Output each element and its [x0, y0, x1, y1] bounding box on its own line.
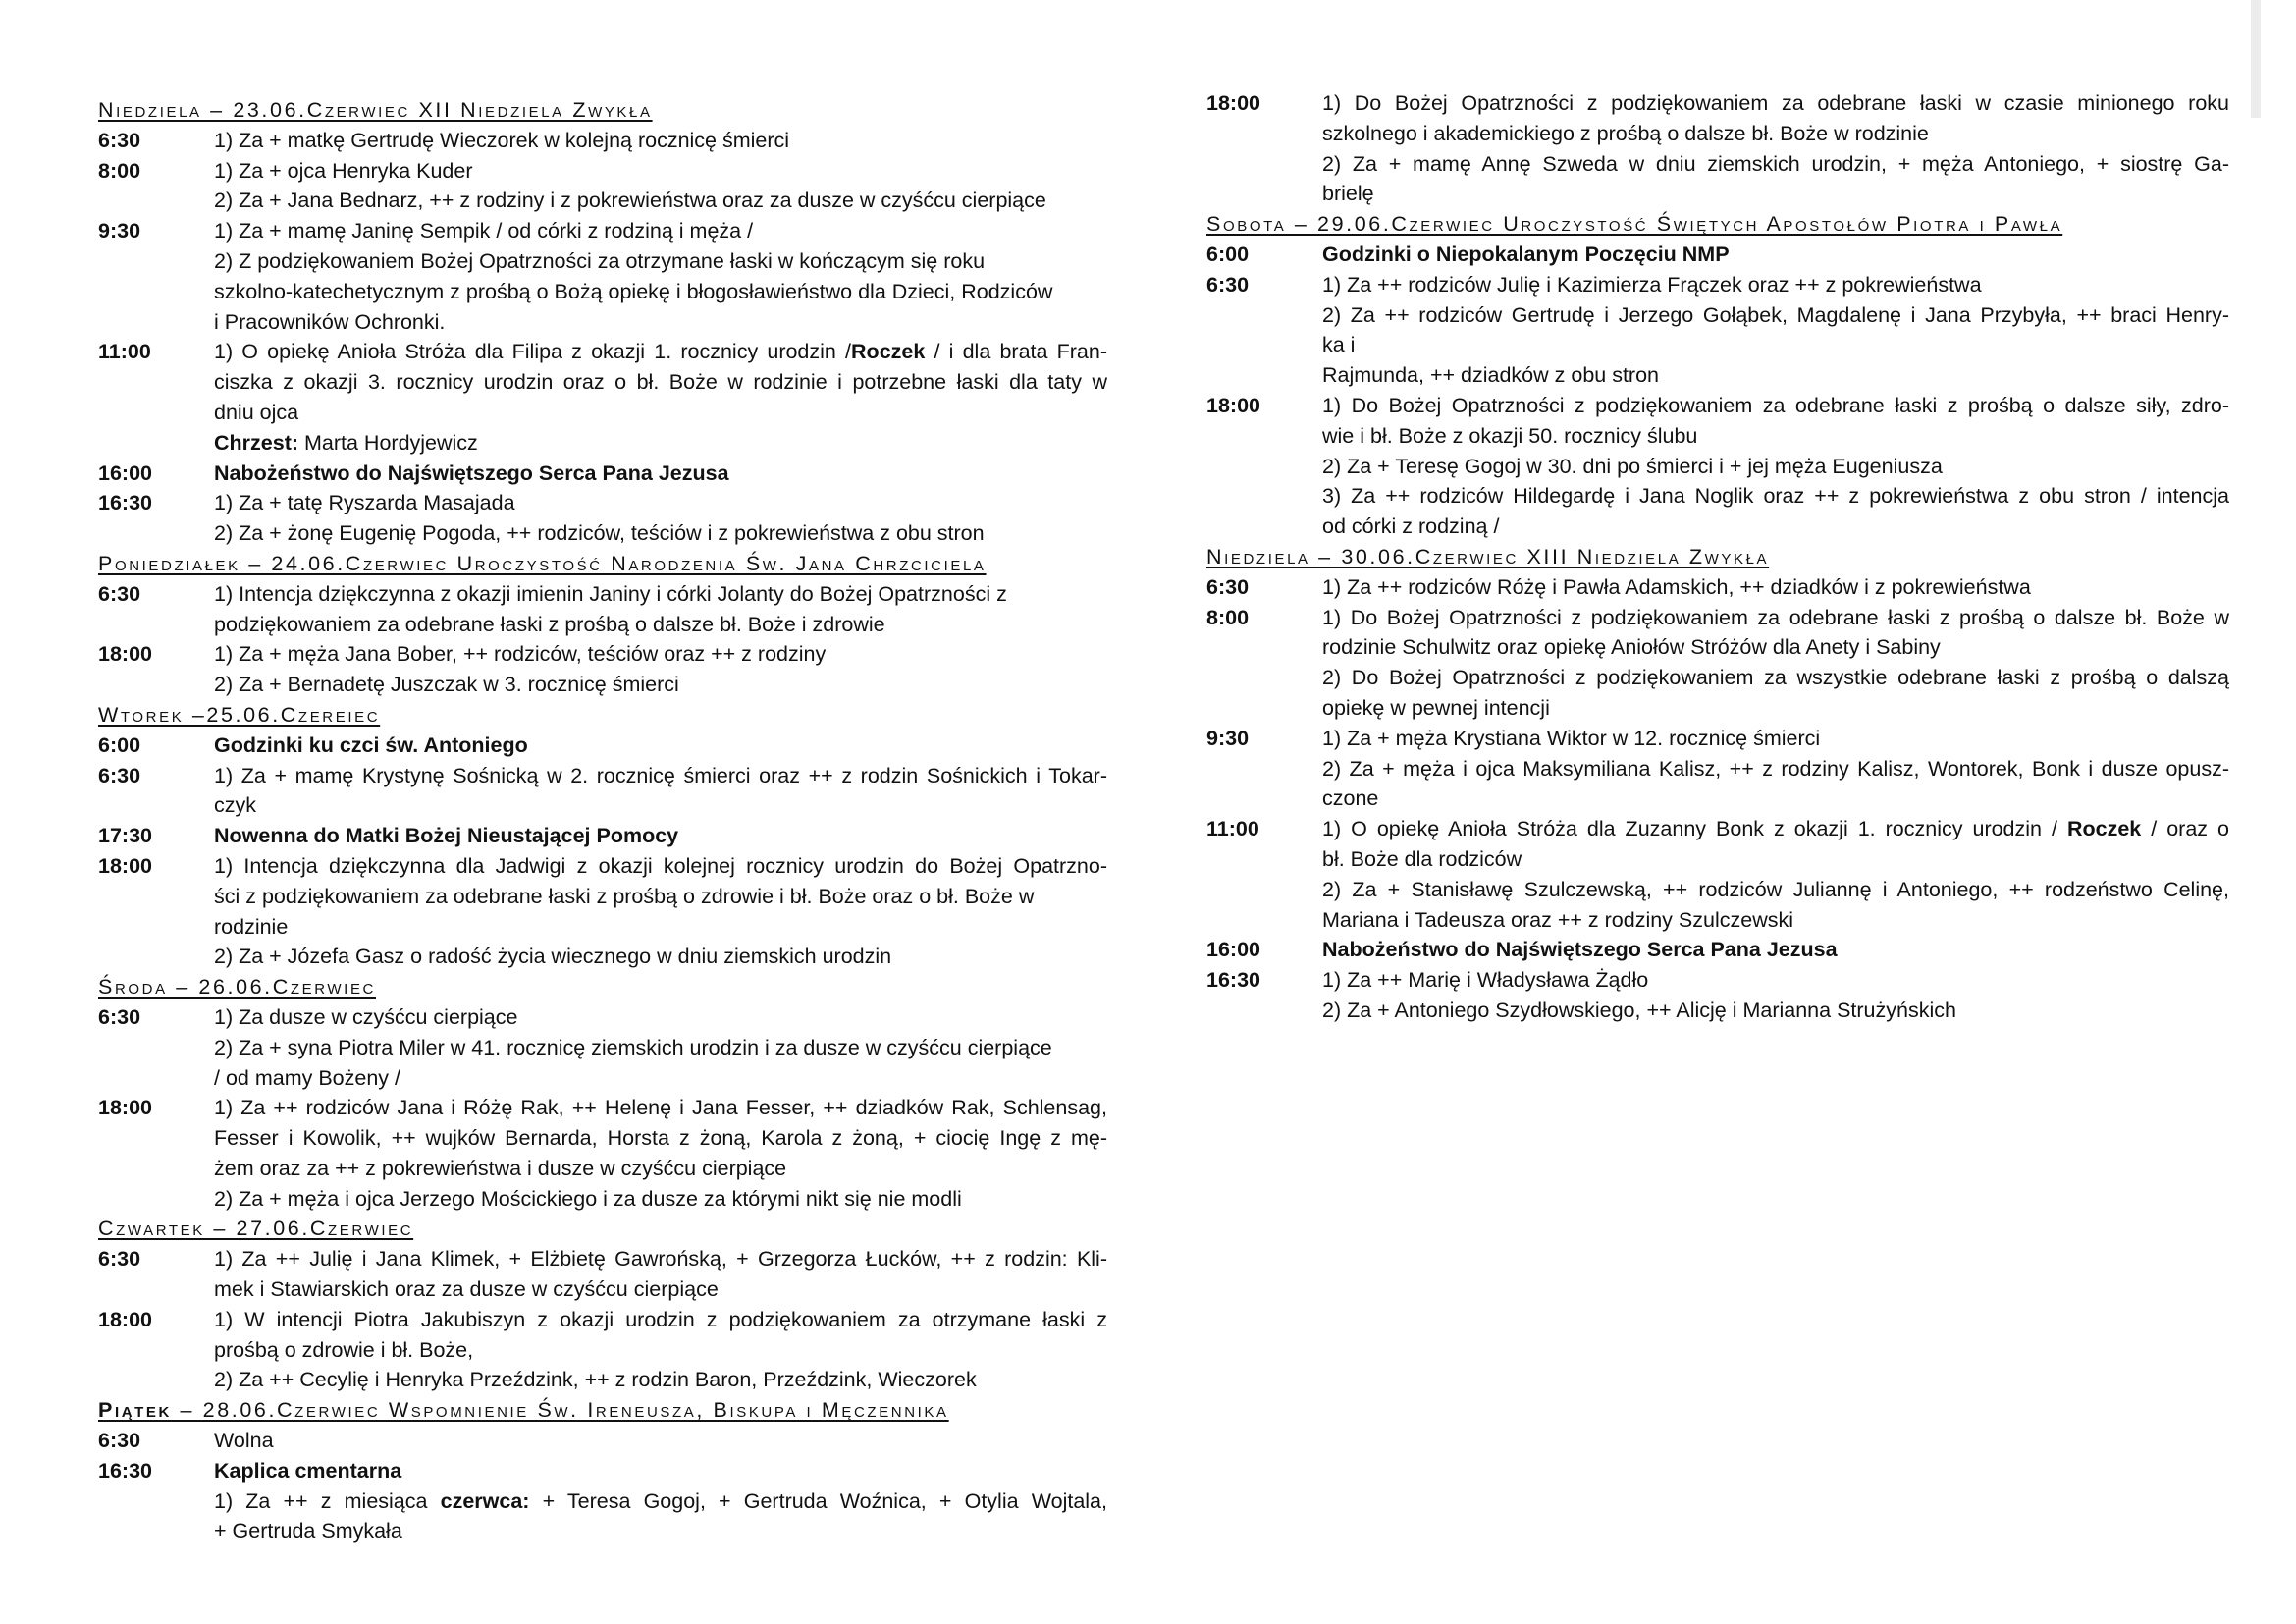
- intention-line: [214, 307, 1107, 338]
- intention-lines: [1322, 391, 2229, 542]
- mass-time: 17:30: [98, 824, 152, 848]
- intention-line: [214, 156, 1107, 187]
- mass-entry: [98, 488, 1107, 549]
- intention-lines: [1322, 724, 2229, 814]
- intention-line: [1322, 603, 2229, 633]
- mass-time: 9:30: [98, 219, 141, 244]
- intention-lines: [1322, 88, 2229, 209]
- intention-line: [1322, 724, 2229, 754]
- mass-entry: [1206, 88, 2229, 209]
- intention-text: 2) Z podziękowaniem Bożej Opatrzności za otrzymane łaski w kończącym się roku: [214, 248, 986, 273]
- intention-text: + Gertruda Smykała: [214, 1519, 402, 1543]
- intention-text: 1) Za dusze w czyśćcu cierpiące: [214, 1004, 518, 1029]
- intention-text: 2) Za ++ Cecylię i Henryka Przeździnk, ++ z rodzin Baron, Przeździnk, Wieczorek: [214, 1368, 977, 1392]
- intention-text: żem oraz za ++ z pokrewieństwa i dusze w czyśćcu cierpiące: [214, 1156, 787, 1180]
- intention-line: [214, 942, 1107, 972]
- intention-line: [214, 1244, 1107, 1274]
- intention-lines: [214, 579, 1107, 640]
- mass-entry: [98, 731, 1107, 761]
- mass-time: 18:00: [1206, 91, 1260, 115]
- mass-entry: [98, 1426, 1107, 1456]
- intention-line: [214, 1184, 1107, 1215]
- intention-text: wie i bł. Boże z okazji 50. rocznicy ślubu: [1322, 423, 1698, 448]
- intention-text: 1) W intencji Piotra Jakubiszyn z okazji urodzin z podziękowaniem za otrzymane łaski z: [214, 1307, 1107, 1331]
- intention-bold-text: Roczek: [851, 340, 926, 364]
- mass-time: 18:00: [98, 853, 152, 878]
- mass-entry: [98, 821, 1107, 851]
- intention-text: 1) Za + tatę Ryszarda Masajada: [214, 491, 515, 515]
- intention-line: [214, 1063, 1107, 1094]
- intention-text: 2) Za + męża i ojca Maksymiliana Kalisz, ++ z rodziny Kalisz, Wontorek, Bonk i dusze opusz-: [1322, 756, 2229, 781]
- mass-time: 6:30: [98, 763, 141, 787]
- intention-line: [214, 1365, 1107, 1395]
- intention-line: [1322, 875, 2229, 905]
- mass-time: 11:00: [1206, 817, 1259, 841]
- mass-time: 16:30: [98, 1458, 152, 1483]
- intention-line: [214, 731, 1107, 761]
- intention-line: [214, 1516, 1107, 1546]
- intention-lines: [1322, 240, 2229, 270]
- intention-line: [1322, 330, 2229, 360]
- mass-entry: [1206, 814, 2229, 935]
- mass-entry: [98, 761, 1107, 822]
- mass-entry: [98, 1093, 1107, 1214]
- intention-line: [1322, 88, 2229, 119]
- intention-line: [214, 912, 1107, 943]
- mass-time: 6:30: [98, 128, 141, 152]
- intention-text: rodzinie: [214, 914, 289, 939]
- mass-entry: [98, 216, 1107, 337]
- intention-line: [214, 1305, 1107, 1335]
- intention-text: Wolna: [214, 1429, 274, 1453]
- intention-lines: [1322, 572, 2229, 603]
- day-header-text: Niedziela – 30.06.Czerwiec XIII Niedziela Zwykła: [1206, 544, 1770, 568]
- intention-line: [1322, 905, 2229, 936]
- intention-text: 2) Do Bożej Opatrzności z podziękowaniem za wszystkie odebrane łaski z prośbą o dalszą: [1322, 666, 2229, 690]
- intention-lines: [214, 156, 1107, 217]
- day-header: [98, 95, 1107, 126]
- mass-entry: [1206, 572, 2229, 603]
- intention-lines: [214, 1426, 1107, 1456]
- intention-text: 1) Intencja dziękczynna dla Jadwigi z okazji kolejnej rocznicy urodzin do Bożej Opatrzno-: [214, 853, 1107, 878]
- intention-text: 1) Za + ojca Henryka Kuder: [214, 158, 473, 183]
- intention-text: czone: [1322, 786, 1379, 811]
- mass-time: 6:00: [1206, 242, 1250, 266]
- mass-time: 6:30: [98, 1247, 141, 1272]
- intention-text: brielę: [1322, 182, 1374, 206]
- intention-text: podziękowaniem za odebrane łaski z prośbą o dalsze bł. Boże i zdrowie: [214, 612, 885, 636]
- intention-line: [1322, 512, 2229, 542]
- intention-text: 1) O opiekę Anioła Stróża dla Filipa z okazji 1. rocznicy urodzin /: [214, 340, 852, 364]
- mass-time: 9:30: [1206, 726, 1250, 750]
- intention-text: 1) Do Bożej Opatrzności z podziękowaniem za odebrane łaski z prośbą o dalsze bł. Boże w: [1322, 605, 2229, 629]
- intention-line: [1322, 421, 2229, 452]
- mass-time: 6:30: [98, 581, 141, 606]
- intention-line: [1322, 481, 2229, 512]
- mass-time: 18:00: [1206, 393, 1260, 417]
- intention-line: [214, 1002, 1107, 1033]
- intention-line: [214, 186, 1107, 216]
- intention-text: 1) Za ++ rodziców Julię i Kazimierza Frączek oraz ++ z pokrewieństwa: [1322, 272, 1982, 297]
- intention-line: [1322, 965, 2229, 996]
- intention-line: [214, 670, 1107, 700]
- intention-bold-text: czerwca:: [440, 1489, 530, 1513]
- intention-bold-text: Nowenna do Matki Bożej Nieustającej Pomocy: [214, 824, 679, 848]
- day-header: [98, 972, 1107, 1002]
- intention-lines: [214, 1456, 1107, 1546]
- intention-text: mek i Stawiarskich oraz za dusze w czyśćcu cierpiące: [214, 1277, 719, 1302]
- intention-line: [214, 790, 1107, 821]
- intention-text: 2) Za + żonę Eugenię Pogoda, ++ rodziców, teściów i z pokrewieństwa z obu stron: [214, 521, 985, 546]
- intention-lines: [1322, 935, 2229, 965]
- intention-line: [214, 1154, 1107, 1184]
- mass-entry: [98, 1244, 1107, 1305]
- intention-text: / od mamy Bożeny /: [214, 1065, 400, 1090]
- intention-line: [214, 398, 1107, 428]
- day-header-rest: – 28.06.Czerwiec Wspomnienie Św. Ireneusza, Biskupa i Męczennika: [171, 1398, 949, 1423]
- intention-line: [214, 851, 1107, 882]
- intention-lines: [1322, 270, 2229, 391]
- intention-text: 2) Za + Bernadetę Juszczak w 3. rocznicę śmierci: [214, 673, 679, 697]
- intention-lines: [214, 639, 1107, 700]
- intention-text: 1) Intencja dziękczynna z okazji imienin Janiny i córki Jolanty do Bożej Opatrzności z: [214, 581, 1007, 606]
- mass-time: 16:00: [1206, 938, 1260, 962]
- intention-line: [1322, 119, 2229, 149]
- intention-text: 1) O opiekę Anioła Stróża dla Zuzanny Bonk z okazji 1. rocznicy urodzin /: [1322, 817, 2067, 841]
- intention-text: 2) Za + Teresę Gogoj w 30. dni po śmierci i + jej męża Eugeniusza: [1322, 454, 1943, 478]
- mass-time: 6:30: [98, 1004, 141, 1029]
- mass-entry: [98, 1002, 1107, 1093]
- intention-line: [214, 459, 1107, 489]
- intention-text-after: + Teresa Gogoj, + Gertruda Woźnica, + Otylia Wojtala,: [529, 1489, 1107, 1513]
- mass-time: 18:00: [98, 642, 152, 667]
- intention-line: [214, 1123, 1107, 1154]
- mass-time: 16:00: [98, 460, 152, 485]
- mass-entry: [98, 459, 1107, 489]
- intention-lines: [214, 488, 1107, 549]
- intention-line: [214, 579, 1107, 610]
- intention-text: ści z podziękowaniem za odebrane łaski z prośbą o zdrowie i bł. Boże oraz o bł. Boże w: [214, 884, 1035, 908]
- intention-line: [1322, 693, 2229, 724]
- day-header-text: Poniedziałek – 24.06.Czerwiec Uroczystość Narodzenia Św. Jana Chrzciciela: [98, 551, 987, 575]
- intention-lines: [214, 821, 1107, 851]
- intention-bold-text: Godzinki o Niepokalanym Poczęciu NMP: [1322, 242, 1730, 266]
- intention-text: 1) Do Bożej Opatrzności z podziękowaniem za odebrane łaski w czasie minionego roku: [1322, 91, 2229, 115]
- intention-lines: [214, 731, 1107, 761]
- mass-entry: [98, 639, 1107, 700]
- intention-text: ka i: [1322, 333, 1356, 357]
- intention-line: [1322, 663, 2229, 693]
- intention-text-after: / i dla brata Fran-: [925, 340, 1107, 364]
- intention-text: 1) Za ++ Julię i Jana Klimek, + Elżbietę Gawrońską, + Grzegorza Łucków, ++ z rodzin: Kli-: [214, 1247, 1107, 1272]
- page-edge-strip: [2251, 0, 2261, 118]
- intention-line: [1322, 935, 2229, 965]
- intention-text: Mariana i Tadeusza oraz ++ z rodziny Szulczewski: [1322, 907, 1793, 932]
- mass-entry: [1206, 935, 2229, 965]
- intention-line: [1322, 240, 2229, 270]
- intention-line: [214, 821, 1107, 851]
- intention-text: 1) Za + matkę Gertrudę Wieczorek w kolejną rocznicę śmierci: [214, 128, 790, 152]
- day-header-text: Sobota – 29.06.Czerwiec Uroczystość Świętych Apostołów Piotra i Pawła: [1206, 212, 2063, 237]
- mass-entry: [98, 1456, 1107, 1546]
- day-header-text: Środa – 26.06.Czerwiec: [98, 975, 376, 1000]
- day-header: [98, 1395, 1107, 1426]
- day-header-bold-prefix: Piątek: [98, 1398, 172, 1423]
- intention-text: od córki z rodziną /: [1322, 514, 1500, 539]
- intention-line: [214, 1274, 1107, 1305]
- day-header-text: [98, 1398, 949, 1422]
- day-header: [98, 700, 1107, 731]
- intention-text: czyk: [214, 793, 256, 818]
- intention-line: [1322, 844, 2229, 875]
- intention-line: [214, 518, 1107, 549]
- intention-text: 1) Za + męża Jana Bober, ++ rodziców, teściów oraz ++ z rodziny: [214, 642, 827, 667]
- intention-line: [214, 1426, 1107, 1456]
- intention-text: 1) Za ++ Marię i Władysława Żądło: [1322, 968, 1649, 993]
- intention-text: 1) Za ++ z miesiąca: [214, 1489, 441, 1513]
- intention-text: 3) Za ++ rodziców Hildegardę i Jana Noglik oraz ++ z pokrewieństwa z obu stron / intencja: [1322, 484, 2229, 509]
- day-header-text: Czwartek – 27.06.Czerwiec: [98, 1217, 414, 1241]
- mass-time: 16:30: [98, 491, 152, 515]
- intention-lines: [214, 216, 1107, 337]
- intention-line: [1322, 572, 2229, 603]
- intention-line: [214, 337, 1107, 367]
- mass-entry: [98, 337, 1107, 458]
- intention-line: [1322, 149, 2229, 180]
- mass-entry: [1206, 270, 2229, 391]
- mass-entry: [1206, 965, 2229, 1026]
- intention-line: [1322, 814, 2229, 844]
- intention-lines: [214, 761, 1107, 822]
- mass-entry: [1206, 603, 2229, 724]
- left-column: [98, 95, 1107, 1546]
- intention-line: [214, 246, 1107, 277]
- intention-bold-text: Godzinki ku czci św. Antoniego: [214, 732, 528, 757]
- intention-text-after: / oraz o: [2141, 817, 2229, 841]
- mass-entry: [98, 851, 1107, 972]
- mass-entry: [98, 1305, 1107, 1395]
- intention-text: 2) Za + Józefa Gasz o radość życia wiecznego w dniu ziemskich urodzin: [214, 945, 892, 969]
- intention-text: Rajmunda, ++ dziadków z obu stron: [1322, 363, 1660, 388]
- day-header-text: Wtorek –25.06.Czereiec: [98, 702, 381, 727]
- intention-line: [1322, 300, 2229, 331]
- intention-line: [214, 216, 1107, 246]
- mass-entry: [98, 579, 1107, 640]
- intention-line: [1322, 270, 2229, 300]
- intention-line: [214, 488, 1107, 518]
- mass-entry: [1206, 391, 2229, 542]
- intention-line: [214, 277, 1107, 307]
- intention-text: opiekę w pewnej intencji: [1322, 695, 1550, 720]
- intention-line: [1322, 754, 2229, 785]
- intention-lines: [214, 851, 1107, 972]
- intention-line: [214, 882, 1107, 912]
- intention-text: 2) Za + Jana Bednarz, ++ z rodziny i z pokrewieństwa oraz za dusze w czyśćcu cierpiące: [214, 189, 1046, 213]
- right-column: [1206, 88, 2229, 1026]
- intention-text: 2) Za + męża i ojca Jerzego Mościckiego i za dusze za którymi nikt się nie modli: [214, 1186, 962, 1211]
- intention-lines: [214, 459, 1107, 489]
- intention-line: [214, 1335, 1107, 1366]
- intention-line: [1322, 391, 2229, 421]
- intention-bold-text: Chrzest:: [214, 430, 299, 455]
- intention-text: 1) Za + mamę Krystynę Sośnicką w 2. rocznicę śmierci oraz ++ z rodzin Sośnickich i Tokar-: [214, 763, 1107, 787]
- intention-text: dniu ojca: [214, 400, 299, 424]
- intention-lines: [214, 1002, 1107, 1093]
- intention-lines: [214, 337, 1107, 458]
- mass-entry: [98, 156, 1107, 217]
- intention-lines: [214, 126, 1107, 156]
- intention-line: [1322, 632, 2229, 663]
- intention-text: 2) Za + mamę Annę Szweda w dniu ziemskich urodzin, + męża Antoniego, + siostrę Ga-: [1322, 151, 2229, 176]
- intention-text: bł. Boże dla rodziców: [1322, 846, 1522, 871]
- mass-time: 8:00: [98, 158, 141, 183]
- mass-entry: [98, 126, 1107, 156]
- mass-time: 16:30: [1206, 968, 1260, 993]
- intention-line: [214, 428, 1107, 459]
- intention-line: [214, 1093, 1107, 1123]
- intention-line: [1322, 784, 2229, 814]
- intention-line: [214, 1456, 1107, 1487]
- mass-entry: [1206, 724, 2229, 814]
- intention-text: i Pracowników Ochronki.: [214, 309, 446, 334]
- intention-text: 1) Za ++ rodziców Jana i Różę Rak, ++ Helenę i Jana Fesser, ++ dziadków Rak, Schlensag,: [214, 1096, 1107, 1120]
- intention-line: [214, 761, 1107, 791]
- mass-time: 18:00: [98, 1307, 152, 1331]
- intention-lines: [1322, 965, 2229, 1026]
- intention-text: 2) Za + Antoniego Szydłowskiego, ++ Alicję i Marianna Strużyńskich: [1322, 998, 1956, 1022]
- day-header: [1206, 542, 2229, 572]
- intention-line: [214, 610, 1107, 640]
- intention-bold-text: Roczek: [2066, 817, 2142, 841]
- mass-time: 18:00: [98, 1096, 152, 1120]
- intention-text: rodzinie Schulwitz oraz opiekę Aniołów Stróżów dla Anety i Sabiny: [1322, 635, 1941, 660]
- day-header-text: Niedziela – 23.06.Czerwiec XII Niedziela Zwykła: [98, 98, 653, 122]
- intention-lines: [1322, 603, 2229, 724]
- intention-line: [1322, 179, 2229, 209]
- intention-line: [1322, 996, 2229, 1026]
- intention-line: [214, 1033, 1107, 1063]
- mass-time: 6:30: [98, 1429, 141, 1453]
- mass-time: 6:30: [1206, 574, 1250, 599]
- intention-line: [214, 367, 1107, 398]
- mass-time: 11:00: [98, 340, 151, 364]
- intention-lines: [1322, 814, 2229, 935]
- intention-text-after: Marta Hordyjewicz: [298, 430, 478, 455]
- intention-line: [1322, 452, 2229, 482]
- intention-line: [1322, 360, 2229, 391]
- intention-text: 2) Za ++ rodziców Gertrudę i Jerzego Gołąbek, Magdalenę i Jana Przybyła, ++ braci Henry-: [1322, 302, 2229, 327]
- intention-line: [214, 1487, 1107, 1517]
- intention-text: 1) Za + mamę Janinę Sempik / od córki z rodziną i męża /: [214, 219, 754, 244]
- mass-time: 6:30: [1206, 272, 1250, 297]
- intention-bold-text: Nabożeństwo do Najświętszego Serca Pana Jezusa: [1322, 938, 1838, 962]
- day-header: [1206, 209, 2229, 240]
- intention-line: [214, 639, 1107, 670]
- intention-lines: [214, 1244, 1107, 1305]
- mass-time: 8:00: [1206, 605, 1250, 629]
- intention-bold-text: Nabożeństwo do Najświętszego Serca Pana Jezusa: [214, 460, 729, 485]
- intention-text: 1) Za + męża Krystiana Wiktor w 12. rocznicę śmierci: [1322, 726, 1821, 750]
- intention-text: 1) Za ++ rodziców Różę i Pawła Adamskich, ++ dziadków i z pokrewieństwa: [1322, 574, 2031, 599]
- day-header: [98, 549, 1107, 579]
- intention-bold-text: Kaplica cmentarna: [214, 1458, 402, 1483]
- intention-text: prośbą o zdrowie i bł. Boże,: [214, 1337, 474, 1362]
- intention-text: Fesser i Kowolik, ++ wujków Bernarda, Horsta z żoną, Karola z żoną, + ciocię Ingę z mę-: [214, 1126, 1107, 1151]
- intention-lines: [214, 1093, 1107, 1214]
- intention-text: szkolno-katechetycznym z prośbą o Bożą opiekę i błogosławieństwo dla Dzieci, Rodziców: [214, 279, 1053, 303]
- intention-text: 1) Do Bożej Opatrzności z podziękowaniem za odebrane łaski z prośbą o dalsze siły, zdro-: [1322, 393, 2229, 417]
- intention-lines: [214, 1305, 1107, 1395]
- intention-text: 2) Za + Stanisławę Szulczewską, ++ rodziców Juliannę i Antoniego, ++ rodzeństwo Celinę,: [1322, 877, 2229, 901]
- mass-time: 6:00: [98, 732, 141, 757]
- intention-text: ciszka z okazji 3. rocznicy urodzin oraz o bł. Boże w rodzinie i potrzebne łaski dla taty w: [214, 370, 1107, 395]
- mass-entry: [1206, 240, 2229, 270]
- intention-line: [214, 126, 1107, 156]
- intention-text: 2) Za + syna Piotra Miler w 41. rocznicę ziemskich urodzin i za dusze w czyśćcu cierpiące: [214, 1035, 1052, 1059]
- day-header: [98, 1214, 1107, 1244]
- intention-text: szkolnego i akademickiego z prośbą o dalsze bł. Boże w rodzinie: [1322, 121, 1929, 145]
